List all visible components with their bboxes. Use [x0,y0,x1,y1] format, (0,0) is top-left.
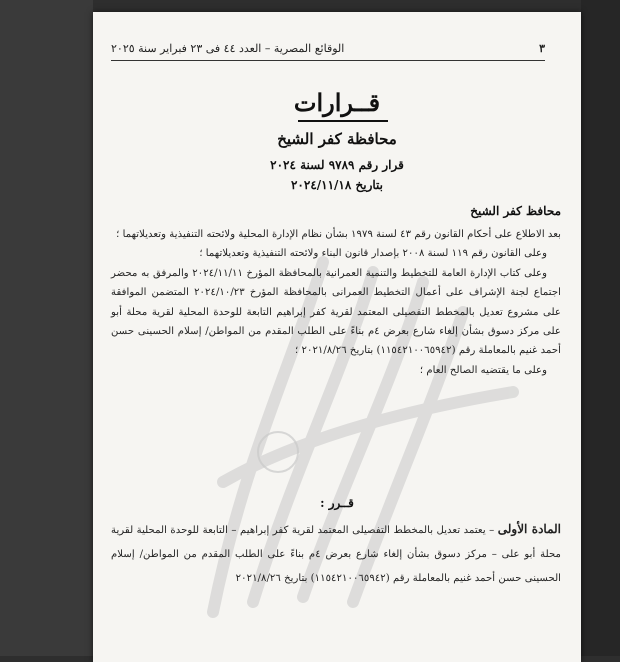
article-label: المادة الأولى [497,522,561,536]
preamble-paragraph: وعلى كتاب الإدارة العامة للتخطيط والتنمية العمرانية بالمحافظة المؤرخ ٢٠٢٤/١١/١١ والمرفق به محضر اجتماع لجنة الإشراف على أعمال التخطيط العمرانى بالمحافظة المؤرخ ٢٠٢٤/١٠/٢٣ المتضمن الموافقة على مشروع تعديل بالمخطط التفصيلى المعتمد لقرية كفر إبراهيم التابعة للوحدة المحلية لقرية محلة أبو على مركز دسوق بشأن إلغاء شارع بعرض ٤م بناءً على الطلب المقدم من المواطن/ إسلام الحسينى حسن أحمد غنيم بالمعاملة رقم (١١٥٤٢١٠٠٦٥٩٤٢) بتاريخ ٢٠٢١/٨/٢٦ ؛ [111,267,561,357]
running-header [111,42,545,61]
section-title: قــرارات [293,88,381,117]
preamble-paragraph: وعلى القانون رقم ١١٩ لسنة ٢٠٠٨ بإصدار قانون البناء ولائحته التنفيذية وتعديلاتهما ؛ [199,248,547,260]
viewer-left-panel [0,0,93,656]
article-text: – يعتمد تعديل بالمخطط التفصيلى المعتمد لقرية كفر إبراهيم – التابعة للوحدة المحلية لقرية محلة أبو على – مركز دسوق بشأن إلغاء شارع بعرض ٤م بناءً على الطلب المقدم من المواطن/ إسلام الحسينى حسن أحمد غنيم بالمعاملة رقم (١١٥٤٢١٠٠٦٥٩٤٢) بتاريخ ٢٠٢١/٨/٢٦ [111,525,561,584]
article-one [111,517,561,591]
preamble-paragraph: بعد الاطلاع على أحكام القانون رقم ٤٣ لسنة ١٩٧٩ بشأن نظام الإدارة المحلية ولائحته التنفيذية وتعديلاتهما ؛ [116,229,561,240]
decree-number: قرار رقم ٩٧٨٩ لسنة ٢٠٢٤ [270,158,404,172]
page-number: ٣ [539,42,545,55]
preamble-paragraph: وعلى ما يقتضيه الصالح العام ؛ [419,364,547,376]
preamble [111,225,561,380]
decree-date: بتاريخ ٢٠٢٤/١١/١٨ [290,178,383,192]
title-underline [298,120,388,122]
viewer-scrollbar-area[interactable] [581,0,620,656]
document-page [93,12,581,662]
resolves-heading: قــرر : [320,496,354,510]
issuer-title: محافظ كفر الشيخ [470,204,561,218]
running-title: الوقائع المصرية – العدد ٤٤ فى ٢٣ فبراير سنة ٢٠٢٥ [111,42,345,55]
governorate-heading: محافظة كفر الشيخ [277,130,397,148]
